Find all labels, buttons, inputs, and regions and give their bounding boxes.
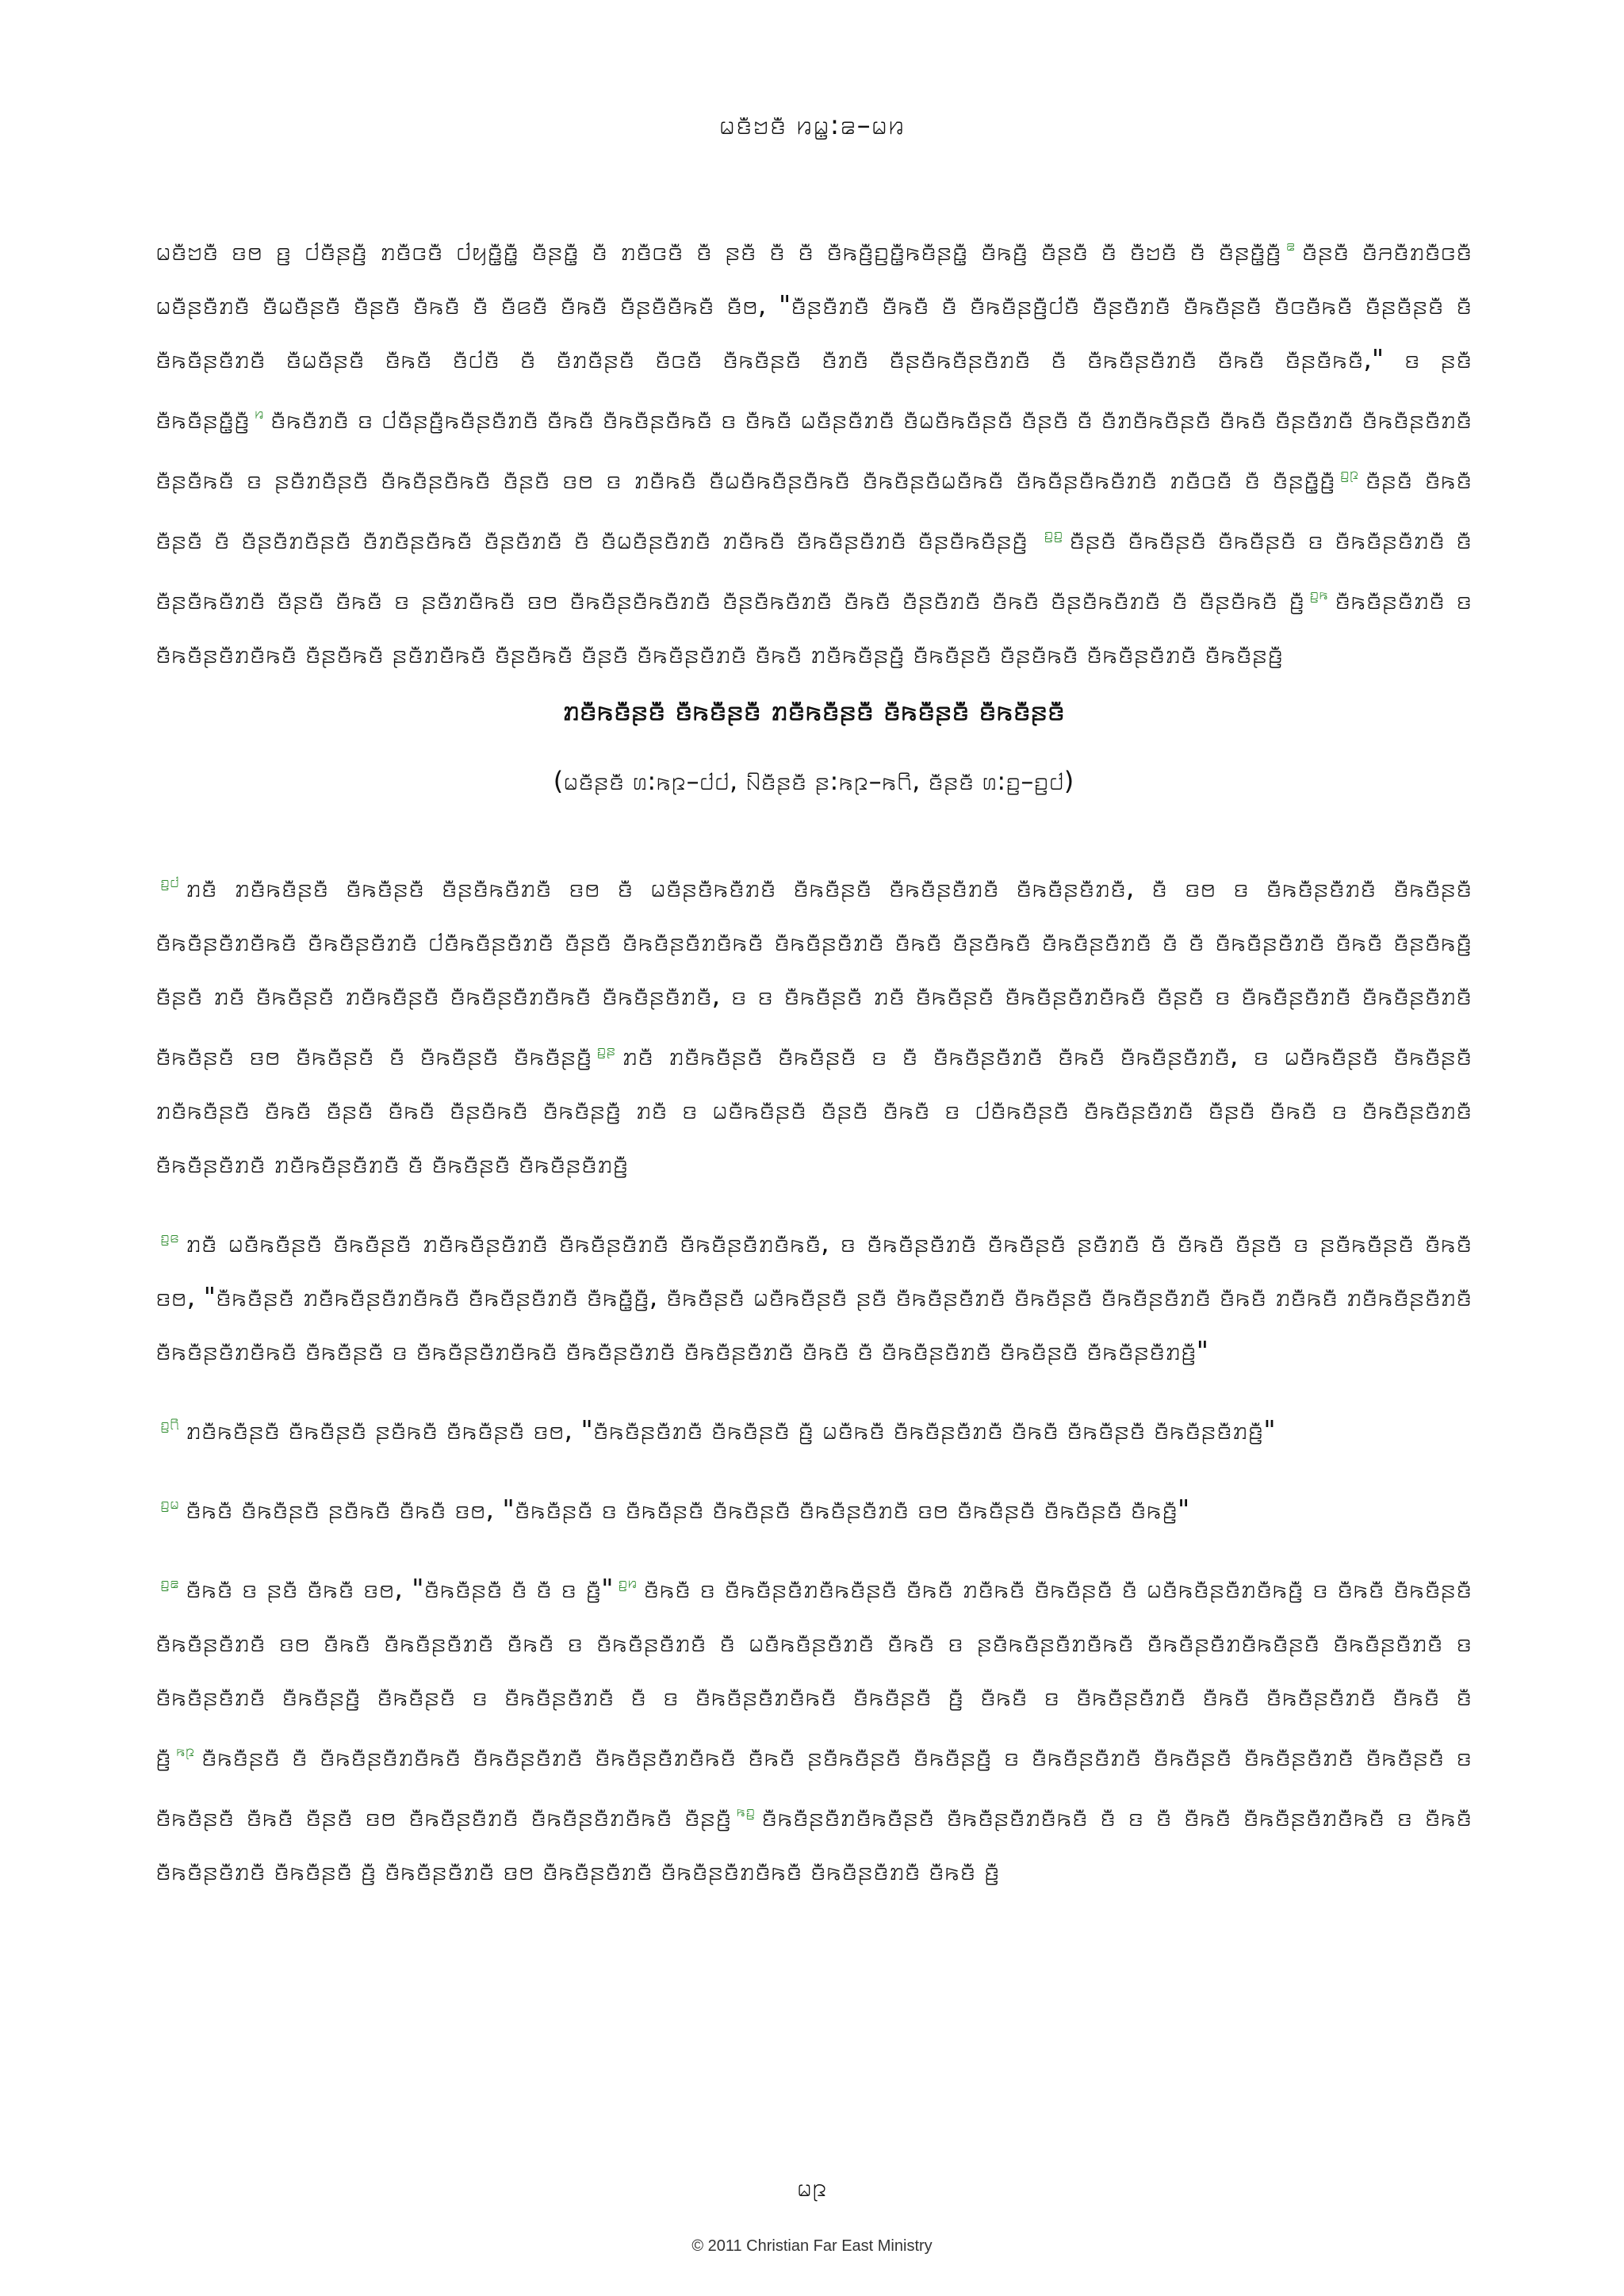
verse-number: ꤙ <box>254 404 264 423</box>
text-run: ꤢꤪꤒꤢꤪ ꤢ ꤢꤪꤒꤢꤪꤔꤢꤪꤊꤢꤪꤒꤢꤪꤔꤢꤪ ꤢꤪꤒꤢꤪ ꤊꤢꤪꤒꤢꤪ ꤢꤪꤒꤢꤪꤔꤢꤪ ꤢꤪ ꤗꤢꤪꤒꤢꤪꤔꤢꤪꤊꤢꤪꤒꤢꤪ꤬ ꤢ ꤢꤪꤒꤢꤪ ꤢꤪꤒꤢꤪꤔꤢꤪ ꤢꤪꤒꤢꤪꤔꤢꤪꤊꤢꤪ ꤢꤥ ꤢꤪꤒꤢꤪ ꤢꤪꤒꤢꤪꤔꤢꤪꤊꤢꤪ ꤢꤪꤒꤢꤪ ꤢ ꤢꤪꤒꤢꤪꤔꤢꤪꤊꤢꤪ ꤢꤪ ꤗꤢꤪꤒꤢꤪꤔꤢꤪꤊꤢꤪ ꤢꤪꤒꤢꤪ ꤢ ꤔꤢꤪꤒꤢꤪꤔꤢꤪꤊꤢꤪꤒꤢꤪ ꤢꤪꤒꤢꤪꤔꤢꤪꤊꤢꤪꤒꤢꤪꤔꤢꤪ ꤢꤪꤒꤢꤪꤔꤢꤪꤊꤢꤪ ꤢ ꤢꤪꤒꤢꤪꤔꤢꤪꤊꤢꤪ ꤢꤪꤒꤢꤪꤔꤢꤪ꤬ ꤢꤪꤒꤢꤪꤔꤢꤪ ꤢ ꤢꤪꤒꤢꤪꤔꤢꤪꤊꤢꤪ ꤢꤪ ꤢ ꤢꤪꤒꤢꤪꤔꤢꤪꤊꤢꤪꤒꤢꤪ ꤢꤪꤒꤢꤪꤔꤢꤪ ꤢꤪ꤬ ꤢꤪꤒꤢꤪ ꤢ ꤢꤪꤒꤢꤪꤔꤢꤪꤊꤢꤪ ꤢꤪꤒꤢꤪ ꤢꤪꤒꤢꤪꤔꤢꤪꤊꤢꤪ ꤢꤪꤒꤢꤪ ꤢꤪ ꤢꤪ꤬ <box>155 1573 1472 1772</box>
section-heading: ꤊꤢꤪꤒꤢꤪꤔꤢꤪ ꤢꤪꤒꤢꤪꤔꤢꤪ ꤊꤢꤪꤒꤢꤪꤔꤢꤪ ꤢꤪꤒꤢꤪꤔꤢꤪ ꤢꤪꤒꤢꤪꤔꤢꤪ <box>562 695 1065 727</box>
paragraph <box>155 855 1472 1191</box>
paragraph <box>155 1476 1472 1536</box>
verse-number: ꤘ <box>1285 235 1296 254</box>
text-run: ꤊꤢꤪ ꤊꤢꤪꤒꤢꤪꤔꤢꤪ ꤢꤪꤒꤢꤪꤔꤢꤪ ꤢ ꤢꤪ ꤢꤪꤒꤢꤪꤔꤢꤪꤊꤢꤪ ꤢꤪꤒꤢꤪ ꤢꤪꤒꤢꤪꤔꤢꤪꤊꤢꤪ, ꤢ ꤗꤢꤪꤒꤢꤪꤔꤢꤪ ꤢꤪꤒꤢꤪꤔꤢꤪ ꤊꤢꤪꤒꤢꤪꤔꤢꤪ ꤢꤪꤒꤢꤪ ꤢꤪꤔꤢꤪ ꤢꤪꤒꤢꤪ ꤢꤪꤔꤢꤪꤒꤢꤪ ꤢꤪꤒꤢꤪꤔꤢꤪ꤬ ꤊꤢꤪ ꤢ ꤗꤢꤪꤒꤢꤪꤔꤢꤪ ꤢꤪꤔꤢꤪ ꤢꤪꤒꤢꤪ ꤢ ꤓꤢꤪꤒꤢꤪꤔꤢꤪ ꤢꤪꤒꤢꤪꤔꤢꤪꤊꤢꤪ ꤢꤪꤔꤢꤪ ꤢꤪꤒꤢꤪ ꤢ ꤢꤪꤒꤢꤪꤔꤢꤪꤊꤢꤪ ꤢꤪꤒꤢꤪꤔꤢꤪꤊꤢꤪ ꤊꤢꤪꤒꤢꤪꤔꤢꤪꤊꤢꤪ ꤢꤪ ꤢꤪꤒꤢꤪꤔꤢꤪ ꤢꤪꤒꤢꤪꤔꤢꤪꤊꤢꤪ꤬ <box>155 1040 1472 1179</box>
verse-number: ꤑꤑ <box>1044 524 1063 543</box>
section-1-text <box>155 218 1472 681</box>
text-run: ꤢꤪꤒꤢꤪ ꤢ ꤔꤢꤪ ꤢꤪꤒꤢꤪ ꤢꤥ, "ꤢꤪꤒꤢꤪꤔꤢꤪ ꤢꤪ ꤢꤪ ꤢ ꤢꤪ꤬" <box>186 1573 614 1604</box>
verse-number: ꤑꤕ <box>160 1227 179 1246</box>
text-run: ꤊꤢꤪꤒꤢꤪꤔꤢꤪ ꤢꤪꤒꤢꤪꤔꤢꤪ ꤔꤢꤪꤒꤢꤪ ꤢꤪꤒꤢꤪꤔꤢꤪ ꤢꤥ, "ꤢꤪꤒꤢꤪꤔꤢꤪꤊꤢꤪ ꤢꤪꤒꤢꤪꤔꤢꤪ ꤢꤪ꤬ ꤗꤢꤪꤒꤢꤪ ꤢꤪꤒꤢꤪꤔꤢꤪꤊꤢꤪ ꤢꤪꤒꤢꤪ ꤢꤪꤒꤢꤪꤔꤢꤪ ꤢꤪꤒꤢꤪꤔꤢꤪꤊꤢꤪ꤬" <box>186 1414 1276 1445</box>
verse-number: ꤑꤗ <box>160 1494 179 1513</box>
verse-number: ꤑꤘ <box>160 1573 179 1592</box>
verse-number: ꤑꤔ <box>596 1040 616 1059</box>
text-run: ꤢꤪꤔꤢꤪ ꤢꤪꤒꤢꤪꤔꤢꤪ ꤢꤪꤒꤢꤪꤔꤢꤪ ꤢ ꤢꤪꤒꤢꤪꤔꤢꤪꤊꤢꤪ ꤢꤪ ꤢꤪꤔꤢꤪꤒꤢꤪꤊꤢꤪ ꤢꤪꤔꤢꤪ ꤢꤪꤒꤢꤪ ꤢ ꤔꤢꤪꤊꤢꤪꤒꤢꤪ ꤢꤥ ꤢꤪꤒꤢꤪꤔꤢꤪꤒꤢꤪꤊꤢꤪ ꤢꤪꤔꤢꤪꤒꤢꤪꤊꤢꤪ ꤢꤪꤒꤢꤪ ꤢꤪꤔꤢꤪꤊꤢꤪ ꤢꤪꤒꤢꤪ ꤢꤪꤔꤢꤪꤒꤢꤪꤊꤢꤪ ꤢꤪ ꤢꤪꤔꤢꤪꤒꤢꤪ ꤢꤪ꤬ <box>155 524 1472 615</box>
verse-number: ꤒꤑ <box>736 1801 756 1820</box>
text-run: ꤗꤢꤪꤠꤢꤪ ꤢꤥ ꤢ꤬ ꤓꤢꤪꤔꤢꤪ꤬ ꤊꤢꤪꤍꤢꤪ ꤓꤟꤢꤪ꤭ꤢꤪ꤭ ꤢꤪꤔꤢꤪ꤭ ꤢꤪ ꤊꤢꤪꤍꤢꤪ ꤢꤪ ꤔꤢꤪ ꤢꤪ ꤢꤪ ꤢꤪꤒꤢꤪ꤬ꤑꤢꤪ꤭ꤒꤢꤪꤔꤢꤪ꤭ ꤢꤪꤒꤢꤪ꤬ ꤢꤪꤔꤢꤪ ꤢꤪ ꤢꤪꤠꤢꤪ ꤢꤪ ꤢꤪꤔꤢꤪ꤭ꤢꤪ꤬ <box>155 235 1281 266</box>
copyright-notice: © 2011 Christian Far East Ministry <box>691 2237 933 2255</box>
verse-number: ꤑꤖ <box>160 1414 179 1433</box>
verse-number: ꤑꤒ <box>1309 584 1329 603</box>
section-2-text <box>155 855 1472 1898</box>
cross-reference: (ꤗꤢꤪꤔꤢꤪ ꤛ:ꤒꤐ–ꤓꤓ, ꤡꤢꤪꤔꤢꤪ ꤔ:ꤒꤐ–ꤒꤖ, ꤢꤪꤔꤢꤪ ꤛ:ꤑ–ꤑꤓ) <box>553 766 1074 796</box>
text-run: ꤊꤢꤪ ꤗꤢꤪꤒꤢꤪꤔꤢꤪ ꤢꤪꤒꤢꤪꤔꤢꤪ ꤊꤢꤪꤒꤢꤪꤔꤢꤪꤊꤢꤪ ꤢꤪꤒꤢꤪꤔꤢꤪꤊꤢꤪ ꤢꤪꤒꤢꤪꤔꤢꤪꤊꤢꤪꤒꤢꤪ, ꤢ ꤢꤪꤒꤢꤪꤔꤢꤪꤊꤢꤪ ꤢꤪꤒꤢꤪꤔꤢꤪ ꤔꤢꤪꤊꤢꤪ ꤢꤪ ꤢꤪꤒꤢꤪ ꤢꤪꤔꤢꤪ ꤢ ꤔꤢꤪꤒꤢꤪꤔꤢꤪ ꤢꤪꤒꤢꤪ ꤢꤥ, "ꤢꤪꤒꤢꤪꤔꤢꤪ ꤊꤢꤪꤒꤢꤪꤔꤢꤪꤊꤢꤪꤒꤢꤪ ꤢꤪꤒꤢꤪꤔꤢꤪꤊꤢꤪ ꤢꤪꤒꤢꤪ꤭ꤢꤪ꤬, ꤢꤪꤒꤢꤪꤔꤢꤪ ꤗꤢꤪꤒꤢꤪꤔꤢꤪ ꤔꤢꤪ ꤢꤪꤒꤢꤪꤔꤢꤪꤊꤢꤪ ꤢꤪꤒꤢꤪꤔꤢꤪ ꤢꤪꤒꤢꤪꤔꤢꤪꤊꤢꤪ ꤢꤪꤒꤢꤪ ꤊꤢꤪꤒꤢꤪ ꤊꤢꤪꤒꤢꤪꤔꤢꤪꤊꤢꤪ ꤢꤪꤒꤢꤪꤔꤢꤪꤊꤢꤪꤒꤢꤪ ꤢꤪꤒꤢꤪꤔꤢꤪ ꤢ ꤢꤪꤒꤢꤪꤔꤢꤪꤊꤢꤪꤒꤢꤪ ꤢꤪꤒꤢꤪꤔꤢꤪꤊꤢꤪ ꤢꤪꤒꤢꤪꤔꤢꤪꤊꤢꤪ ꤢꤪꤒꤢꤪ ꤢꤪ ꤢꤪꤒꤢꤪꤔꤢꤪꤊꤢꤪ ꤢꤪꤒꤢꤪꤔꤢꤪ ꤢꤪꤒꤢꤪꤔꤢꤪꤊꤢꤪ꤬" <box>155 1227 1472 1366</box>
text-run: ꤢꤪꤔꤢꤪ ꤢꤪꤏꤢꤪꤊꤢꤪꤍꤢꤪ ꤗꤢꤪꤔꤢꤪꤊꤢꤪ ꤢꤪꤗꤢꤪꤔꤢꤪ ꤢꤪꤔꤢꤪ ꤢꤪꤒꤢꤪ ꤢꤪ ꤢꤪꤕꤢꤪ ꤢꤪꤒꤢꤪ ꤢꤪꤔꤢꤪꤢꤪꤒꤢꤪ ꤢꤪꤥ, "ꤢꤪꤔꤢꤪꤊꤢꤪ ꤢꤪꤒꤢꤪ ꤢꤪ ꤢꤪꤒꤢꤪꤔꤢꤪ꤬ꤓꤢꤪ ꤢꤪꤔꤢꤪꤊꤢꤪ ꤢꤪꤒꤢꤪꤔꤢꤪ ꤢꤪꤍꤢꤪꤒꤢꤪ ꤢꤪꤔꤢꤪꤔꤢꤪ ꤢꤪ ꤢꤪꤒꤢꤪꤔꤢꤪꤊꤢꤪ ꤢꤪꤗꤢꤪꤔꤢꤪ ꤢꤪꤒꤢꤪ ꤢꤪꤓꤢꤪ ꤢꤪ ꤢꤪꤊꤢꤪꤔꤢꤪ ꤢꤪꤍꤢꤪ ꤢꤪꤒꤢꤪꤔꤢꤪ ꤢꤪꤊꤢꤪ ꤢꤪꤔꤢꤪꤒꤢꤪꤔꤢꤪꤊꤢꤪ ꤢꤪ ꤢꤪꤒꤢꤪꤔꤢꤪꤊꤢꤪ ꤢꤪꤒꤢꤪ ꤢꤪꤔꤢꤪꤒꤢꤪ," ꤢ ꤔꤢꤪ ꤢꤪꤒꤢꤪꤔꤢꤪ꤭ꤢꤪ꤬ <box>155 235 1473 434</box>
page-number: ꤗꤐ <box>796 2172 828 2202</box>
text-run: ꤢꤪꤒꤢꤪꤔꤢꤪꤊꤢꤪꤒꤢꤪꤔꤢꤪ ꤢꤪꤒꤢꤪꤔꤢꤪꤊꤢꤪꤒꤢꤪ ꤢꤪ ꤢ ꤢꤪ ꤢꤪꤒꤢꤪ ꤢꤪꤒꤢꤪꤔꤢꤪꤊꤢꤪꤒꤢꤪ ꤢ ꤢꤪꤒꤢꤪ ꤢꤪꤒꤢꤪꤔꤢꤪꤊꤢꤪ ꤢꤪꤒꤢꤪꤔꤢꤪ ꤢꤪ꤬ ꤢꤪꤒꤢꤪꤔꤢꤪꤊꤢꤪ ꤢꤥ ꤢꤪꤒꤢꤪꤔꤢꤪꤊꤢꤪ ꤢꤪꤒꤢꤪꤔꤢꤪꤊꤢꤪꤒꤢꤪ ꤢꤪꤒꤢꤪꤔꤢꤪꤊꤢꤪ ꤢꤪꤒꤢꤪ ꤢꤪ꤬ <box>155 1801 1472 1886</box>
verse-number: ꤒꤐ <box>175 1741 195 1760</box>
text-run: ꤢꤪꤔꤢꤪ ꤢꤪꤒꤢꤪ ꤢꤪꤔꤢꤪ ꤢꤪ ꤢꤪꤔꤢꤪꤊꤢꤪꤔꤢꤪ ꤢꤪꤊꤢꤪꤔꤢꤪꤒꤢꤪ ꤢꤪꤔꤢꤪꤊꤢꤪ ꤢꤪ ꤢꤪꤗꤢꤪꤔꤢꤪꤊꤢꤪ ꤊꤢꤪꤒꤢꤪ ꤢꤪꤒꤢꤪꤔꤢꤪꤊꤢꤪ ꤢꤪꤔꤢꤪꤒꤢꤪꤔꤢꤪ꤬ <box>155 464 1472 555</box>
paragraph <box>155 1556 1472 1898</box>
text-run: ꤢꤪꤒꤢꤪꤔꤢꤪ ꤢꤪ ꤢꤪꤒꤢꤪꤔꤢꤪꤊꤢꤪꤒꤢꤪ ꤢꤪꤒꤢꤪꤔꤢꤪꤊꤢꤪ ꤢꤪꤒꤢꤪꤔꤢꤪꤊꤢꤪꤒꤢꤪ ꤢꤪꤒꤢꤪ ꤔꤢꤪꤒꤢꤪꤔꤢꤪ ꤢꤪꤒꤢꤪꤔꤢꤪ꤬ ꤢ ꤢꤪꤒꤢꤪꤔꤢꤪꤊꤢꤪ ꤢꤪꤒꤢꤪꤔꤢꤪ ꤢꤪꤒꤢꤪꤔꤢꤪꤊꤢꤪ ꤢꤪꤒꤢꤪꤔꤢꤪ ꤢ ꤢꤪꤒꤢꤪꤔꤢꤪ ꤢꤪꤒꤢꤪ ꤢꤪꤔꤢꤪ ꤢꤥ ꤢꤪꤒꤢꤪꤔꤢꤪꤊꤢꤪ ꤢꤪꤒꤢꤪꤔꤢꤪꤊꤢꤪꤒꤢꤪ ꤢꤪꤔꤢꤪ꤬ <box>155 1741 1472 1832</box>
verse-number: ꤑꤐ <box>1339 464 1359 483</box>
verse-number: ꤑꤓ <box>160 872 179 891</box>
paragraph <box>155 1210 1472 1378</box>
paragraph <box>155 1397 1472 1457</box>
running-header: ꤗꤢꤪꤠꤢꤪ ꤙꤗ꤭:ꤘ–ꤗꤙ <box>718 109 906 141</box>
text-run: ꤢꤪꤒꤢꤪꤊꤢꤪ ꤢ ꤓꤢꤪꤔꤢꤪ꤬ꤒꤢꤪꤔꤢꤪꤊꤢꤪ ꤢꤪꤒꤢꤪ ꤢꤪꤒꤢꤪꤔꤢꤪꤒꤢꤪ ꤢ ꤢꤪꤒꤢꤪ ꤗꤢꤪꤔꤢꤪꤊꤢꤪ ꤢꤪꤗꤢꤪꤒꤢꤪꤔꤢꤪ ꤢꤪꤔꤢꤪ ꤢꤪ ꤢꤪꤊꤢꤪꤒꤢꤪꤔꤢꤪ ꤢꤪꤒꤢꤪ ꤢꤪꤔꤢꤪꤊꤢꤪ ꤢꤪꤒꤢꤪꤔꤢꤪꤊꤢꤪ ꤢꤪꤔꤢꤪꤒꤢꤪ ꤢ ꤔꤢꤪꤊꤢꤪꤔꤢꤪ ꤢꤪꤒꤢꤪꤔꤢꤪꤒꤢꤪ ꤢꤪꤔꤢꤪ ꤢꤥ ꤢ ꤊꤢꤪꤒꤢꤪ ꤢꤪꤗꤢꤪꤒꤢꤪꤔꤢꤪꤒꤢꤪ ꤢꤪꤒꤢꤪꤔꤢꤪꤗꤢꤪꤒꤢꤪ ꤢꤪꤒꤢꤪꤔꤢꤪꤒꤢꤪꤊꤢꤪ ꤊꤢꤪꤍꤢꤪ ꤢꤪ ꤢꤪꤔꤢꤪ꤭ꤢꤪ꤬ <box>155 404 1472 495</box>
text-run: ꤊꤢꤪ ꤊꤢꤪꤒꤢꤪꤔꤢꤪ ꤢꤪꤒꤢꤪꤔꤢꤪ ꤢꤪꤔꤢꤪꤒꤢꤪꤊꤢꤪ ꤢꤥ ꤢꤪ ꤗꤢꤪꤔꤢꤪꤒꤢꤪꤊꤢꤪ ꤢꤪꤒꤢꤪꤔꤢꤪ ꤢꤪꤒꤢꤪꤔꤢꤪꤊꤢꤪ ꤢꤪꤒꤢꤪꤔꤢꤪꤊꤢꤪ, ꤢꤪ ꤢꤥ ꤢ ꤢꤪꤒꤢꤪꤔꤢꤪꤊꤢꤪ ꤢꤪꤒꤢꤪꤔꤢꤪ ꤢꤪꤒꤢꤪꤔꤢꤪꤊꤢꤪꤒꤢꤪ ꤢꤪꤒꤢꤪꤔꤢꤪꤊꤢꤪ ꤓꤢꤪꤒꤢꤪꤔꤢꤪꤊꤢꤪ ꤢꤪꤔꤢꤪ ꤢꤪꤒꤢꤪꤔꤢꤪꤊꤢꤪꤒꤢꤪ ꤢꤪꤒꤢꤪꤔꤢꤪꤊꤢꤪ ꤢꤪꤒꤢꤪ ꤢꤪꤔꤢꤪꤒꤢꤪ ꤢꤪꤒꤢꤪꤔꤢꤪꤊꤢꤪ ꤢꤪ ꤢꤪ ꤢꤪꤒꤢꤪꤔꤢꤪꤊꤢꤪ ꤢꤪꤒꤢꤪ ꤢꤪꤔꤢꤪꤒꤢꤪ꤬ ꤢꤪꤔꤢꤪ ꤊꤢꤪ ꤢꤪꤒꤢꤪꤔꤢꤪ ꤊꤢꤪꤒꤢꤪꤔꤢꤪ ꤢꤪꤒꤢꤪꤔꤢꤪꤊꤢꤪꤒꤢꤪ ꤢꤪꤒꤢꤪꤔꤢꤪꤊꤢꤪ, ꤢ ꤢ ꤢꤪꤒꤢꤪꤔꤢꤪ ꤊꤢꤪ ꤢꤪꤒꤢꤪꤔꤢꤪ ꤢꤪꤒꤢꤪꤔꤢꤪꤊꤢꤪꤒꤢꤪ ꤢꤪꤔꤢꤪ ꤢ ꤢꤪꤒꤢꤪꤔꤢꤪꤊꤢꤪ ꤢꤪꤒꤢꤪꤔꤢꤪꤊꤢꤪ ꤢꤪꤒꤢꤪꤔꤢꤪ ꤢꤥ ꤢꤪꤒꤢꤪꤔꤢꤪ ꤢꤪ ꤢꤪꤒꤢꤪꤔꤢꤪ ꤢꤪꤒꤢꤪꤔꤢꤪ꤬ <box>155 872 1472 1071</box>
text-run: ꤢꤪꤒꤢꤪ ꤢꤪꤒꤢꤪꤔꤢꤪ ꤔꤢꤪꤒꤢꤪ ꤢꤪꤒꤢꤪ ꤢꤥ, "ꤢꤪꤒꤢꤪꤔꤢꤪ ꤢ ꤢꤪꤒꤢꤪꤔꤢꤪ ꤢꤪꤒꤢꤪꤔꤢꤪ ꤢꤪꤒꤢꤪꤔꤢꤪꤊꤢꤪ ꤢꤥ ꤢꤪꤒꤢꤪꤔꤢꤪ ꤢꤪꤒꤢꤪꤔꤢꤪ ꤢꤪꤒꤢꤪ꤬" <box>186 1494 1190 1525</box>
paragraph <box>155 218 1472 681</box>
text-run: ꤢꤪꤒꤢꤪꤔꤢꤪꤊꤢꤪ ꤢ ꤢꤪꤒꤢꤪꤔꤢꤪꤊꤢꤪꤒꤢꤪ ꤢꤪꤔꤢꤪꤒꤢꤪ ꤔꤢꤪꤊꤢꤪꤒꤢꤪ ꤢꤪꤔꤢꤪꤒꤢꤪ ꤢꤪꤔꤢꤪ ꤢꤪꤒꤢꤪꤔꤢꤪꤊꤢꤪ ꤢꤪꤒꤢꤪ ꤊꤢꤪꤒꤢꤪꤔꤢꤪ꤬ ꤢꤪꤒꤢꤪꤔꤢꤪ ꤢꤪꤔꤢꤪꤒꤢꤪ ꤢꤪꤒꤢꤪꤔꤢꤪꤊꤢꤪ ꤢꤪꤒꤢꤪꤔꤢꤪ꤬ <box>155 584 1473 669</box>
verse-number: ꤑꤙ <box>618 1573 638 1592</box>
